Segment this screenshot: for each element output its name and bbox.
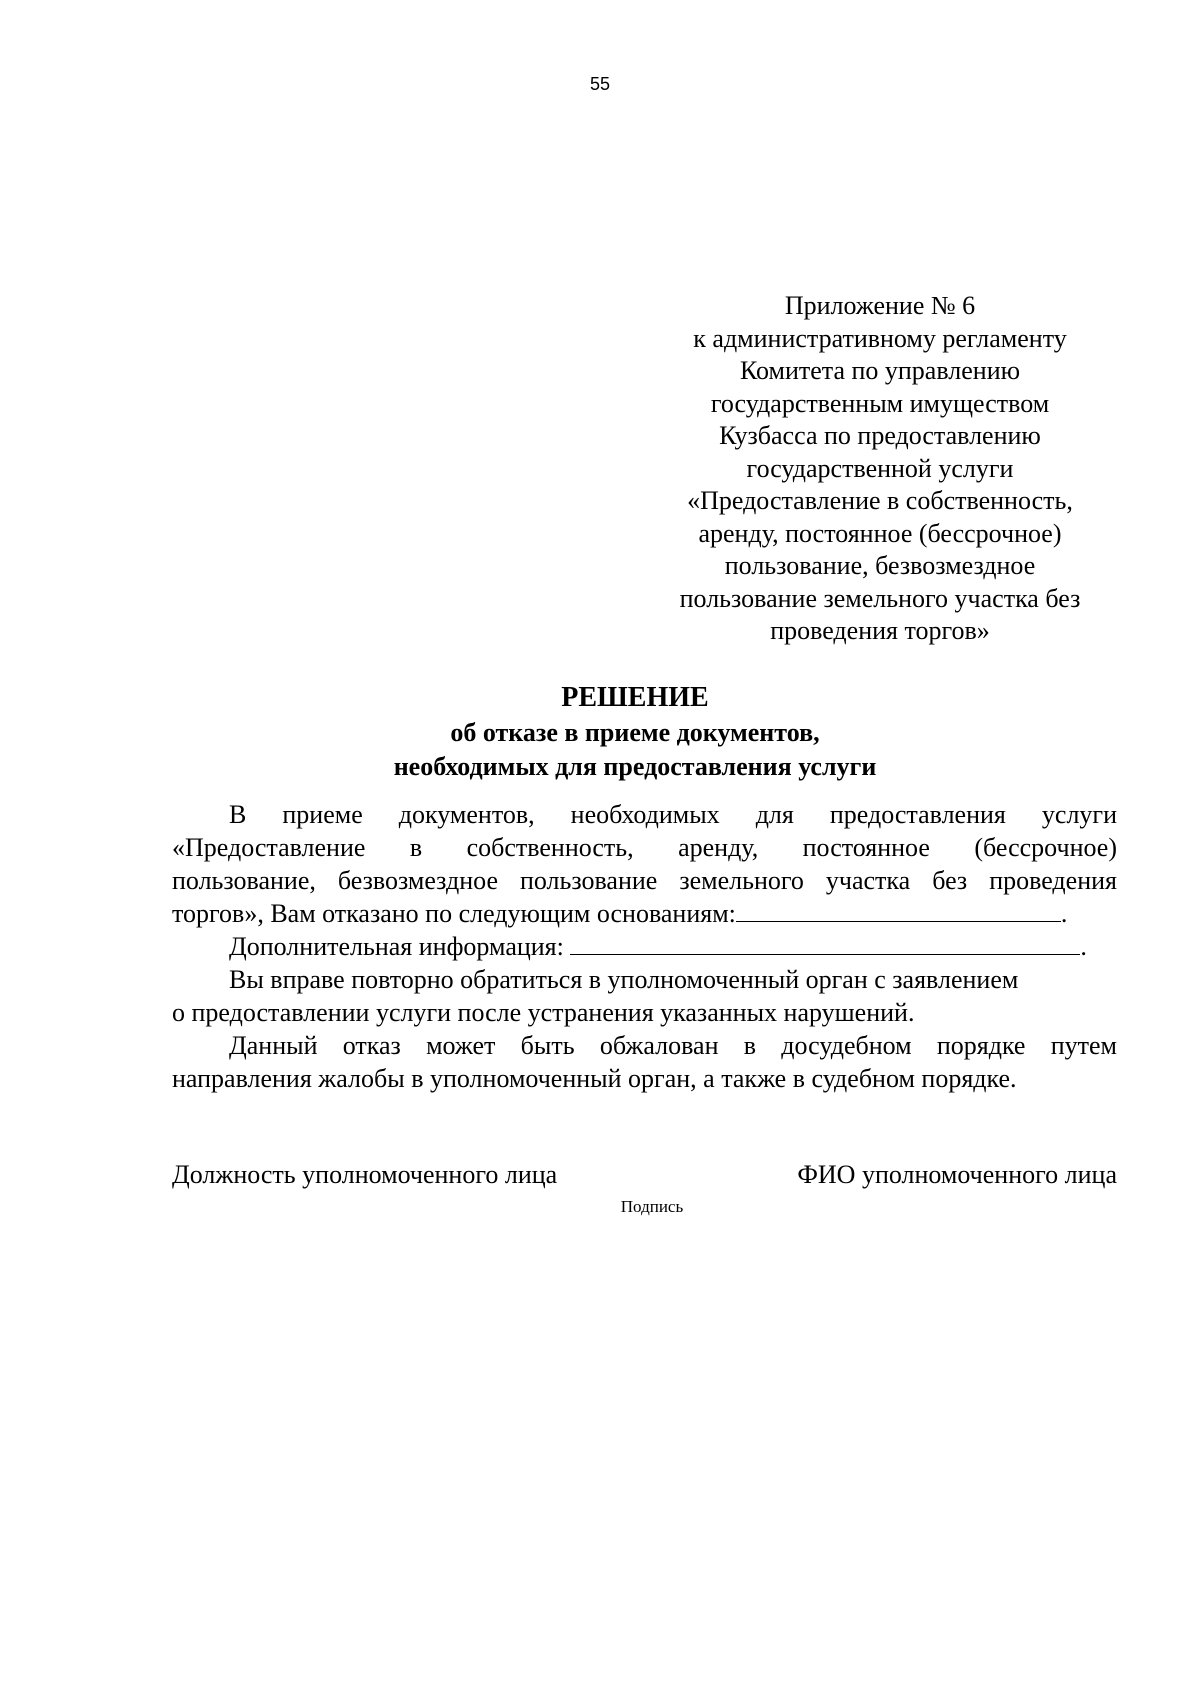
appendix-line: аренду, постоянное (бессрочное) bbox=[698, 518, 1062, 548]
appendix-line: государственным имуществом bbox=[710, 388, 1050, 418]
decision-subtitle-line: необходимых для предоставления услуги bbox=[393, 752, 877, 781]
additional-info-blank-field bbox=[570, 932, 1080, 955]
body-line-with-blank bbox=[172, 930, 1117, 963]
appendix-line: проведения торгов» bbox=[770, 616, 990, 645]
line-end-period: . bbox=[1060, 899, 1068, 928]
official-position-label: Должность уполномоченного лица bbox=[172, 1160, 558, 1189]
signature-caption: Подпись bbox=[620, 1197, 684, 1216]
appendix-line: «Предоставление в собственность, bbox=[687, 486, 1073, 515]
body-line: пользование, безвозмездное пользование земельного участка без проведения bbox=[172, 866, 1117, 895]
body-line: Данный отказ может быть обжалован в досудебном порядке путем bbox=[229, 1031, 1117, 1060]
appendix-block bbox=[660, 290, 1100, 648]
body-line: Вы вправе повторно обратиться в уполномоченный орган с заявлением bbox=[229, 965, 1019, 994]
signature-row bbox=[172, 1160, 1117, 1200]
paragraph-reapply bbox=[172, 963, 1117, 1029]
official-name-label: ФИО уполномоченного лица bbox=[797, 1160, 1117, 1189]
body-line: В приеме документов, необходимых для предоставления услуги bbox=[229, 800, 1117, 829]
appendix-line: Приложение № 6 bbox=[784, 291, 976, 320]
appendix-line: пользование земельного участка без bbox=[679, 583, 1081, 613]
body-line: торгов», Вам отказано по следующим основаниям: bbox=[172, 899, 736, 928]
decision-body bbox=[172, 798, 1117, 1095]
additional-info-label: Дополнительная информация: bbox=[229, 932, 571, 961]
body-line-with-blank bbox=[172, 897, 1117, 930]
appendix-line: пользование, безвозмездное bbox=[724, 551, 1036, 580]
grounds-blank-field bbox=[736, 899, 1061, 922]
appendix-line: к административному регламенту bbox=[693, 323, 1067, 353]
body-line: «Предоставление в собственность, аренду, постоянное (бессрочное) bbox=[172, 833, 1117, 862]
body-line: направления жалобы в уполномоченный орган, а также в судебном порядке. bbox=[172, 1064, 1017, 1093]
page-number: 55 bbox=[589, 74, 611, 94]
paragraph-refusal-grounds bbox=[172, 798, 1117, 930]
decision-title: РЕШЕНИЕ bbox=[561, 682, 709, 713]
appendix-line: Кузбасса по предоставлению bbox=[719, 421, 1041, 450]
decision-heading bbox=[170, 680, 1100, 784]
paragraph-additional-info bbox=[172, 930, 1117, 963]
line-end-period: . bbox=[1080, 932, 1087, 961]
body-line: о предоставлении услуги после устранения указанных нарушений. bbox=[172, 998, 915, 1027]
appendix-line: государственной услуги bbox=[746, 453, 1014, 483]
decision-subtitle-line: об отказе в приеме документов, bbox=[450, 718, 820, 747]
appendix-line: Комитета по управлению bbox=[739, 356, 1021, 385]
paragraph-appeal bbox=[172, 1029, 1117, 1095]
